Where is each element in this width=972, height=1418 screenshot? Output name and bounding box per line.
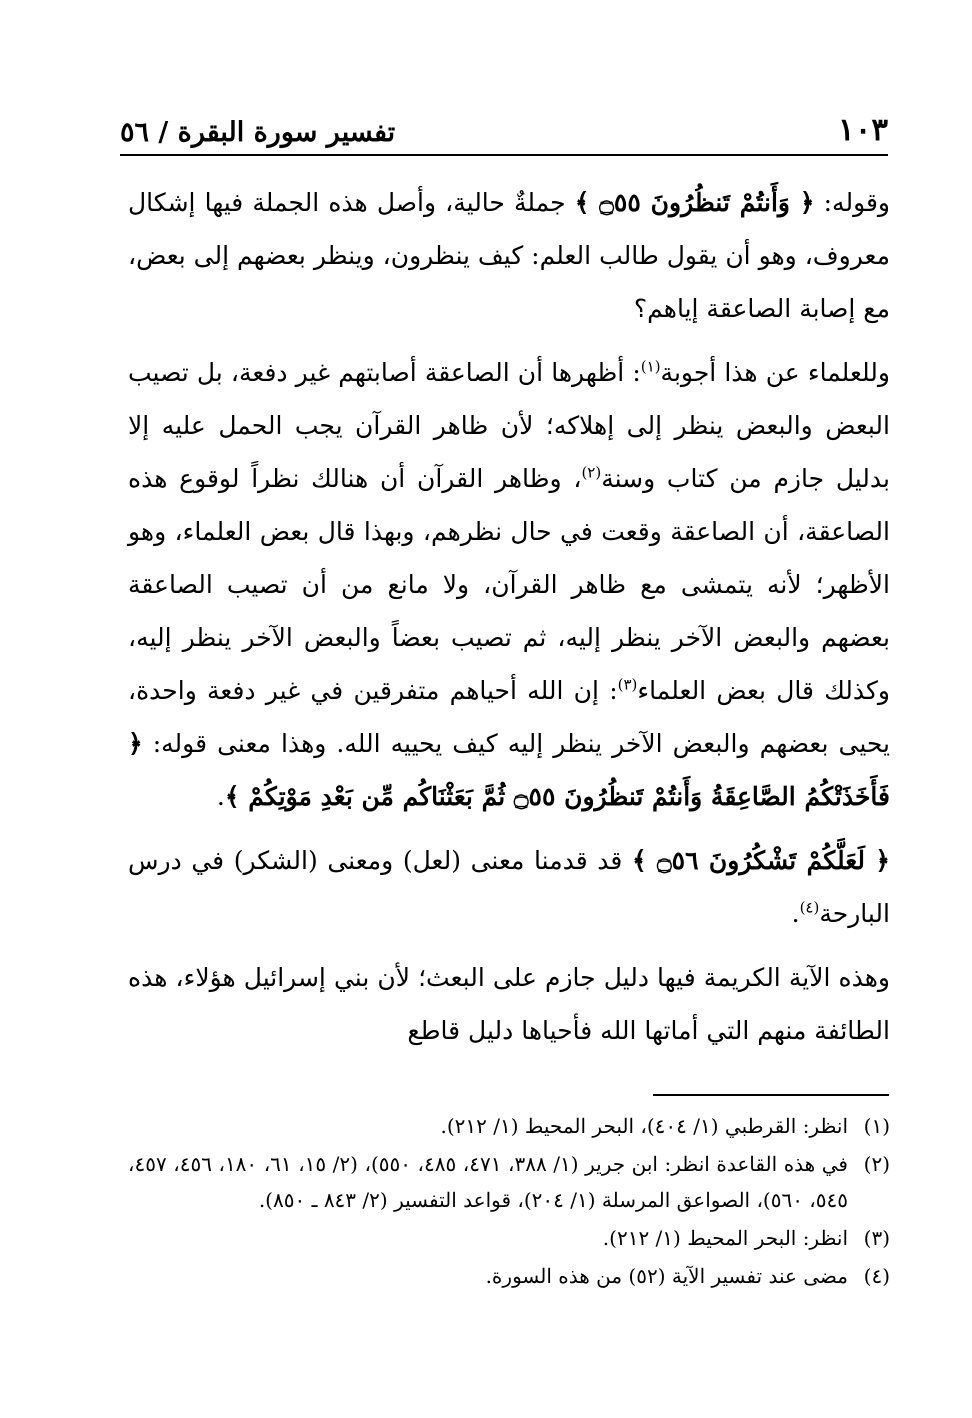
page-number: ١٠٣ <box>838 112 888 148</box>
footnote-ref-2: (٢) <box>581 463 602 482</box>
paragraph-4-text: وهذه الآية الكريمة فيها دليل جازم على البعث؛ لأن بني إسرائيل هؤلاء، هذه الطائفة منهم التي أماتها الله فأحياها دليل قاطع <box>128 963 890 1045</box>
paragraph-1-text: جملةٌ حالية، وأصل هذه الجملة فيها إشكال معروف، وهو أن يقول طالب العلم: كيف ينظرون، وينظر بعضهم إلى بعض، مع إصابة الصاعقة إياهم؟ <box>128 188 890 323</box>
quran-verse: ﴿ لَعَلَّكُمْ تَشْكُرُونَ ۝٥٦ ﴾ <box>631 846 890 875</box>
paragraph-2-text-1: وللعلماء عن هذا أجوبة <box>660 358 890 387</box>
paragraph-2 <box>128 346 890 823</box>
footnote-marker: (١) <box>863 1114 890 1138</box>
footnote-item <box>128 1258 890 1294</box>
footnote-marker: (٢) <box>863 1152 890 1176</box>
footnote-item <box>128 1146 890 1218</box>
footnote-divider <box>653 1094 889 1096</box>
paragraph-3-end: . <box>791 899 800 928</box>
footnote-text: انظر: القرطبي (١/ ٤٠٤)، البحر المحيط (١/ ٢١٢). <box>440 1114 848 1138</box>
running-header <box>120 108 888 156</box>
paragraph-3 <box>128 834 890 940</box>
footnote-text: في هذه القاعدة انظر: ابن جرير (١/ ٣٨٨، ٤٧١، ٤٨٥، ٥٥٠)، (٢/ ١٥، ٦١، ١٨٠، ٤٥٦، ٤٥٧، ٥٤٥، ٥٦٠)، الصواعق المرسلة (١/ ٢٠٤)، قواعد التفسير (٢/ ٨٤٣ ـ ٨٥٠). <box>128 1152 848 1212</box>
footnote-marker: (٤) <box>863 1264 890 1288</box>
paragraph-2-end: . <box>216 782 225 811</box>
footnote-text: مضى عند تفسير الآية (٥٢) من هذه السورة. <box>485 1264 848 1288</box>
paragraph-2-text-4: : إن الله أحياهم متفرقين في غير دفعة واحدة، يحيى بعضهم والبعض الآخر ينظر إليه كيف يحييه الله. وهذا معنى قوله: <box>128 676 890 758</box>
footnote-ref-1: (١) <box>640 357 661 376</box>
paragraph-1 <box>128 176 890 335</box>
paragraph-2-text-2: : أظهرها أن الصاعقة أصابتهم غير دفعة، بل تصيب البعض والبعض ينظر إلى إهلاكه؛ لأن ظاهر القرآن يجب الحمل عليه إلا بدليل جازم من كتاب وسنة <box>128 358 890 493</box>
paragraph-1-lead: وقوله: <box>814 188 891 217</box>
footnotes <box>128 1108 890 1296</box>
footnote-ref-3: (٣) <box>617 675 638 694</box>
paragraph-4 <box>128 951 890 1057</box>
footnote-item <box>128 1220 890 1256</box>
paragraph-2-text-3: ، وظاهر القرآن أن هنالك نظراً لوقوع هذه الصاعقة، أن الصاعقة وقعت في حال نظرهم، وبهذا قال بعض العلماء، وهو الأظهر؛ لأنه يتمشى مع ظاهر القرآن، ولا مانع من أن تصيب الصاعقة بعضهم والبعض الآخر ينظر إليه، ثم تصيب بعضاً والبعض الآخر ينظر إليه، وكذلك قال بعض العلماء <box>128 464 890 705</box>
paragraph-3-text: قد قدمنا معنى (لعل) ومعنى (الشكر) في درس البارحة <box>128 846 890 928</box>
footnote-text: انظر: البحر المحيط (١/ ٢١٢). <box>602 1226 848 1250</box>
main-text <box>128 176 890 1068</box>
quran-verse: ﴿ فَأَخَذَتْكُمُ الصَّاعِقَةُ وَأَنتُمْ تَنظُرُونَ ۝٥٥ ثُمَّ بَعَثْنَاكُم مِّن بَعْدِ مَوْتِكُمْ ﴾ <box>128 729 890 811</box>
header-title: تفسير سورة البقرة / ٥٦ <box>120 117 396 148</box>
quran-verse: ﴿ وَأَنتُمْ تَنظُرُونَ ۝٥٥ ﴾ <box>574 188 815 217</box>
footnote-marker: (٣) <box>863 1226 890 1250</box>
footnote-ref-4: (٤) <box>799 898 820 917</box>
footnote-item <box>128 1108 890 1144</box>
